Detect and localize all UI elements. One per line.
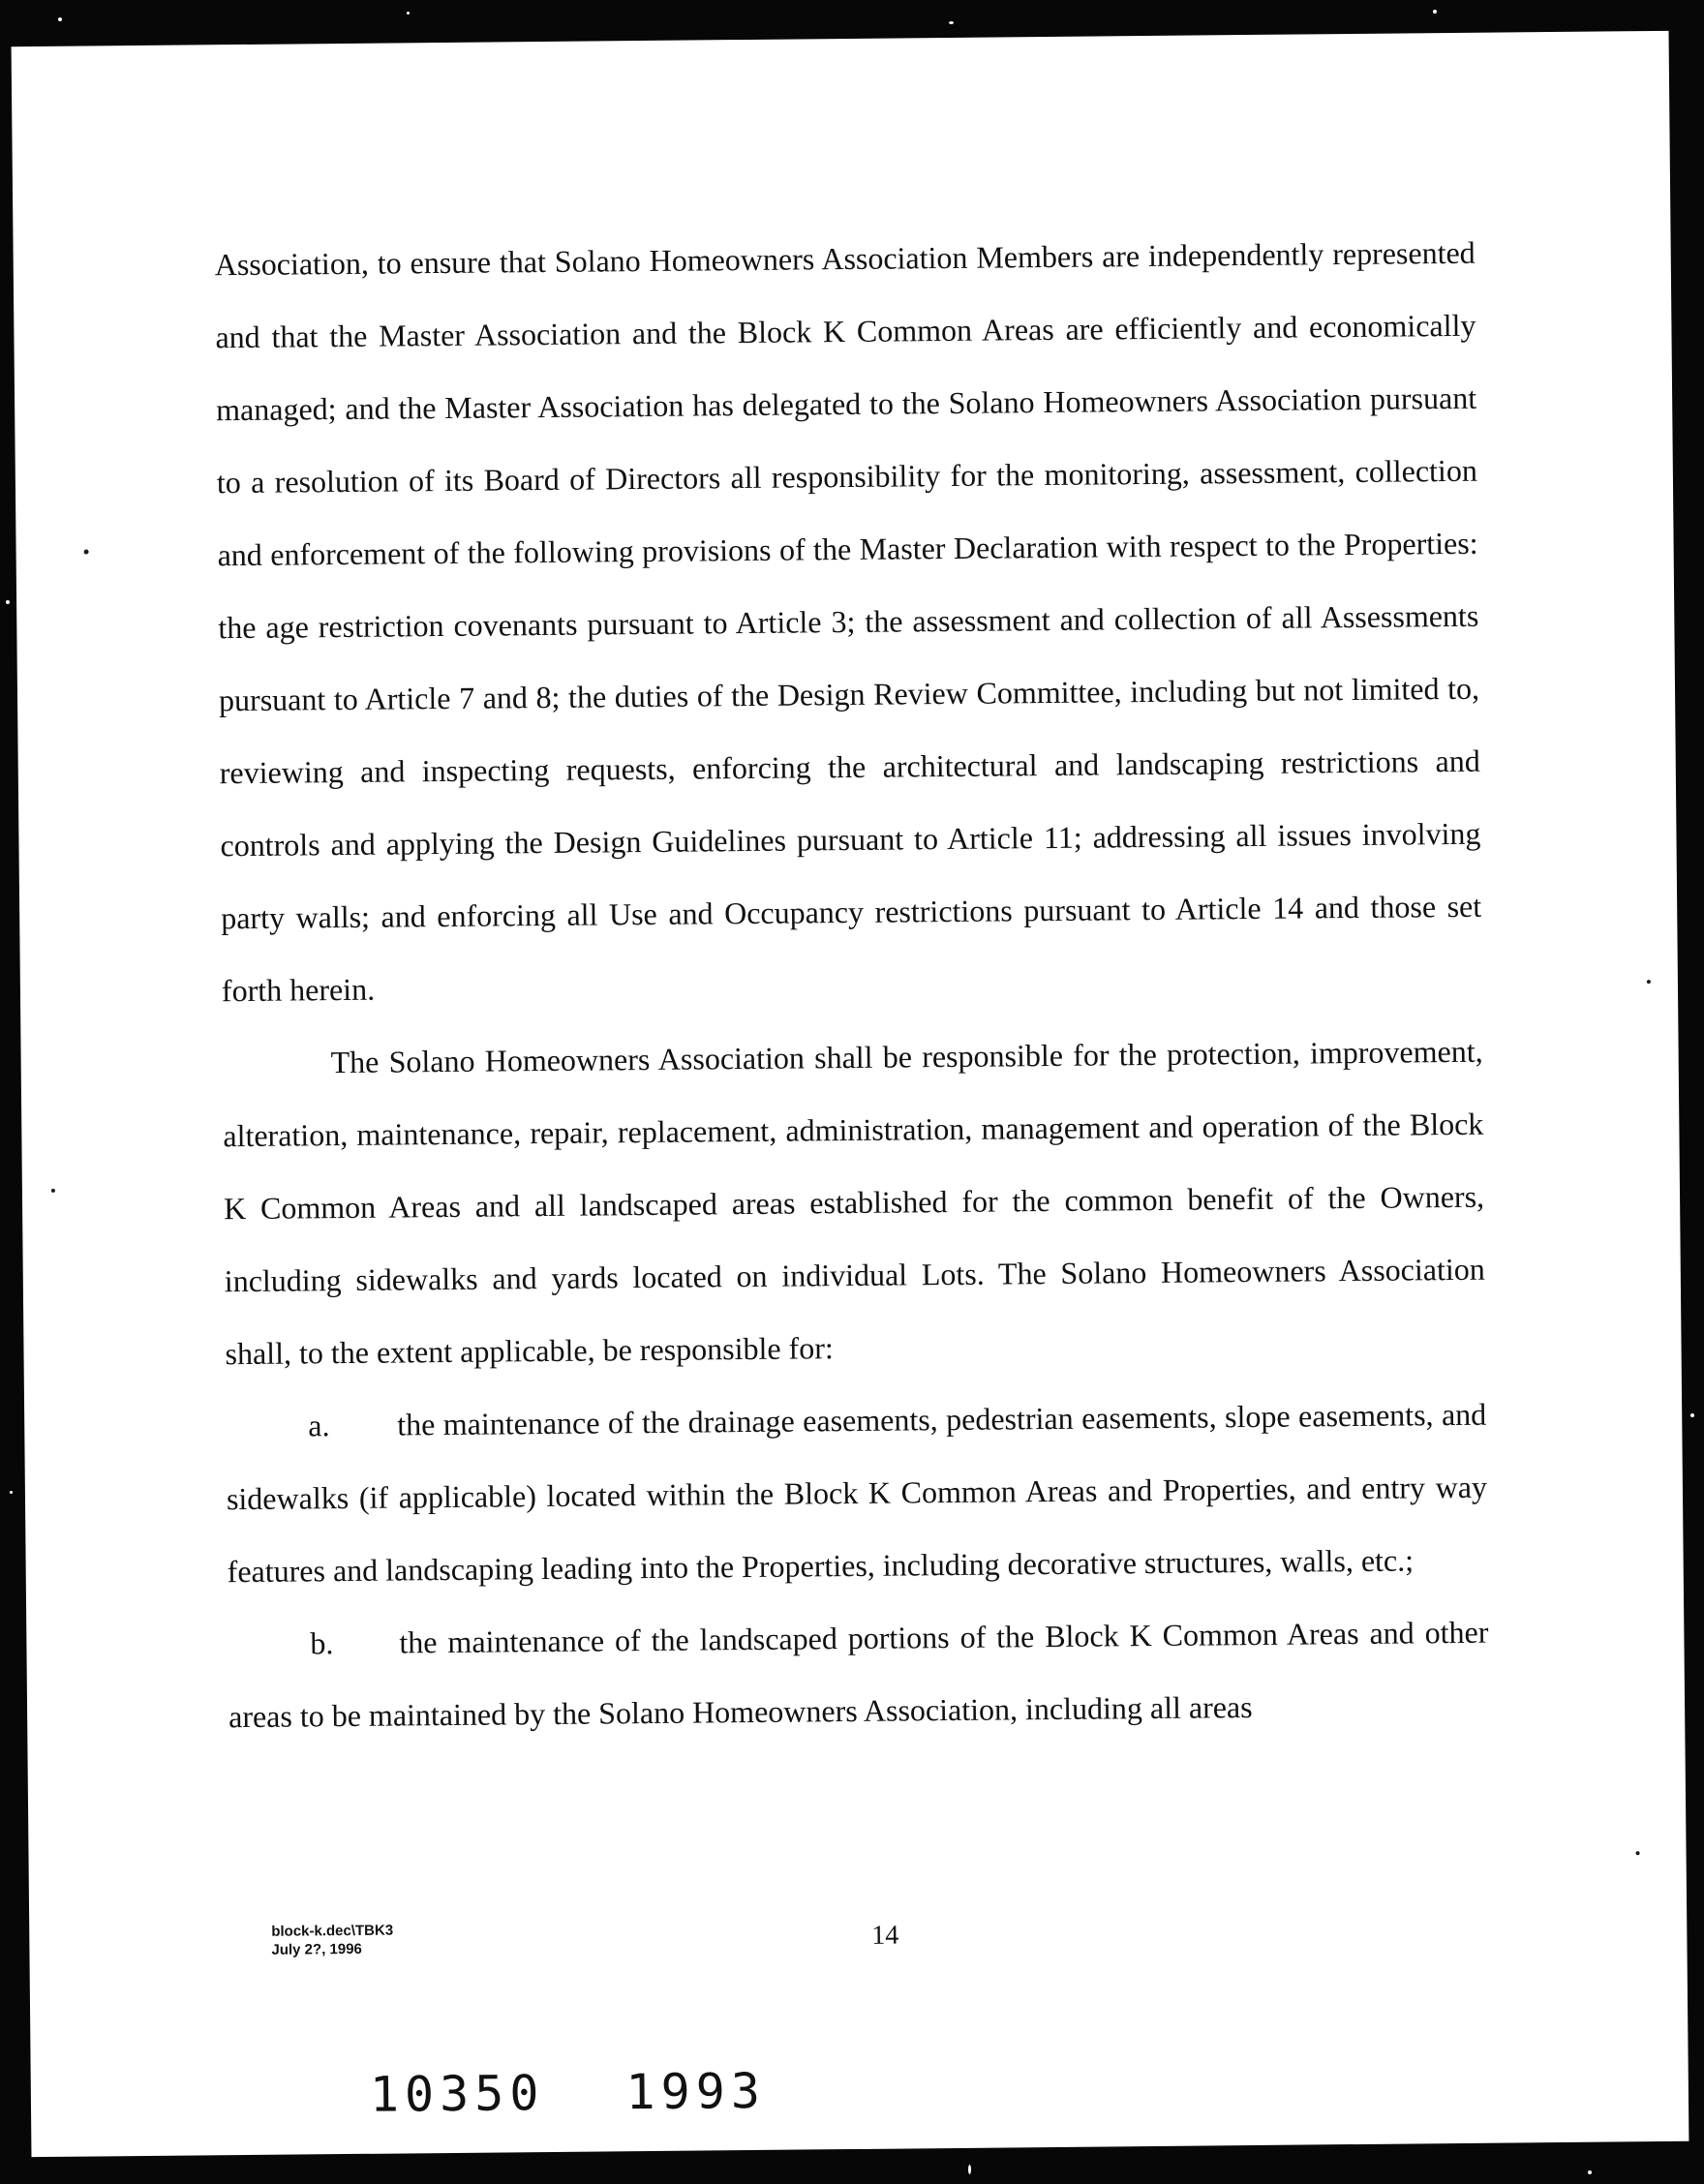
paper-sheet [12,31,1689,2157]
paper-speck [84,550,89,555]
footer-file-reference [271,1922,393,1959]
scan-speck [10,1491,13,1494]
scan-speck [6,600,10,604]
scan-speck [1690,1413,1694,1417]
file-reference: block-k.dec\TBK3 [271,1922,394,1940]
document-body [214,217,1489,1753]
scan-speck [58,17,62,21]
body-paragraph: The Solano Homeowners Association shall be responsible for the protection, improvement, alteration, maintenance, repair, replacement, administration, management and operation of the Block K Common Areas and all landscaped areas established for the common benefit of the Owners, including sidewalks and yards located on individual Lots. The Solano Homeowners Association shall, to the extent applicable, be responsible for: [223,1033,1485,1372]
list-item [228,1596,1489,1753]
paper-speck [1647,980,1651,984]
list-item [226,1379,1488,1608]
body-paragraph: Association, to ensure that Solano Homeowners Association Members are independently represented and that the Master Association and the Block K Common Areas are efficiently and economically managed; and the Master Association has delegated to the Solano Homeowners Association pursuant to a resolution of its Board of Directors all responsibility for the monitoring, assessment, collection and enforcement of the following provisions of the Master Declaration with respect to the Properties: the age restriction covenants pursuant to Article 3; the assessment and collection of all Assessments pursuant to Article 7 and 8; the duties of the Design Review Committee, including but not limited to, reviewing and inspecting requests, enforcing the architectural and landscaping restrictions and controls and applying the Design Guidelines pursuant to Article 11; addressing all issues involving party walls; and enforcing all Use and Occupancy restrictions pursuant to Article 14 and those set forth herein. [214,234,1482,1009]
list-item-marker: a. [308,1408,330,1443]
bates-stamp: 10350 1993 [369,2062,767,2123]
paper-speck [51,1189,55,1193]
list-item-text: the maintenance of the landscaped portions of the Block K Common Areas and other areas to be maintained by the Solano Homeowners Association, including all areas [228,1614,1489,1735]
footer-date: July 2?, 1996 [271,1940,362,1958]
list-item-marker: b. [310,1625,334,1661]
scan-speck [949,21,954,24]
scan-speck [968,2165,971,2174]
scan-speck [407,12,410,15]
page-number: 14 [871,1920,899,1951]
scan-speck [1588,2170,1592,2174]
paper-speck [1636,1851,1640,1855]
list-item-text: the maintenance of the drainage easements, pedestrian easements, slope easements, and sidewalks (if applicable) located within the Block K Common Areas and Properties, and entry way features and landscaping leading into the Properties, including decorative structures, walls, etc.; [226,1396,1488,1590]
scan-speck [1433,10,1437,14]
